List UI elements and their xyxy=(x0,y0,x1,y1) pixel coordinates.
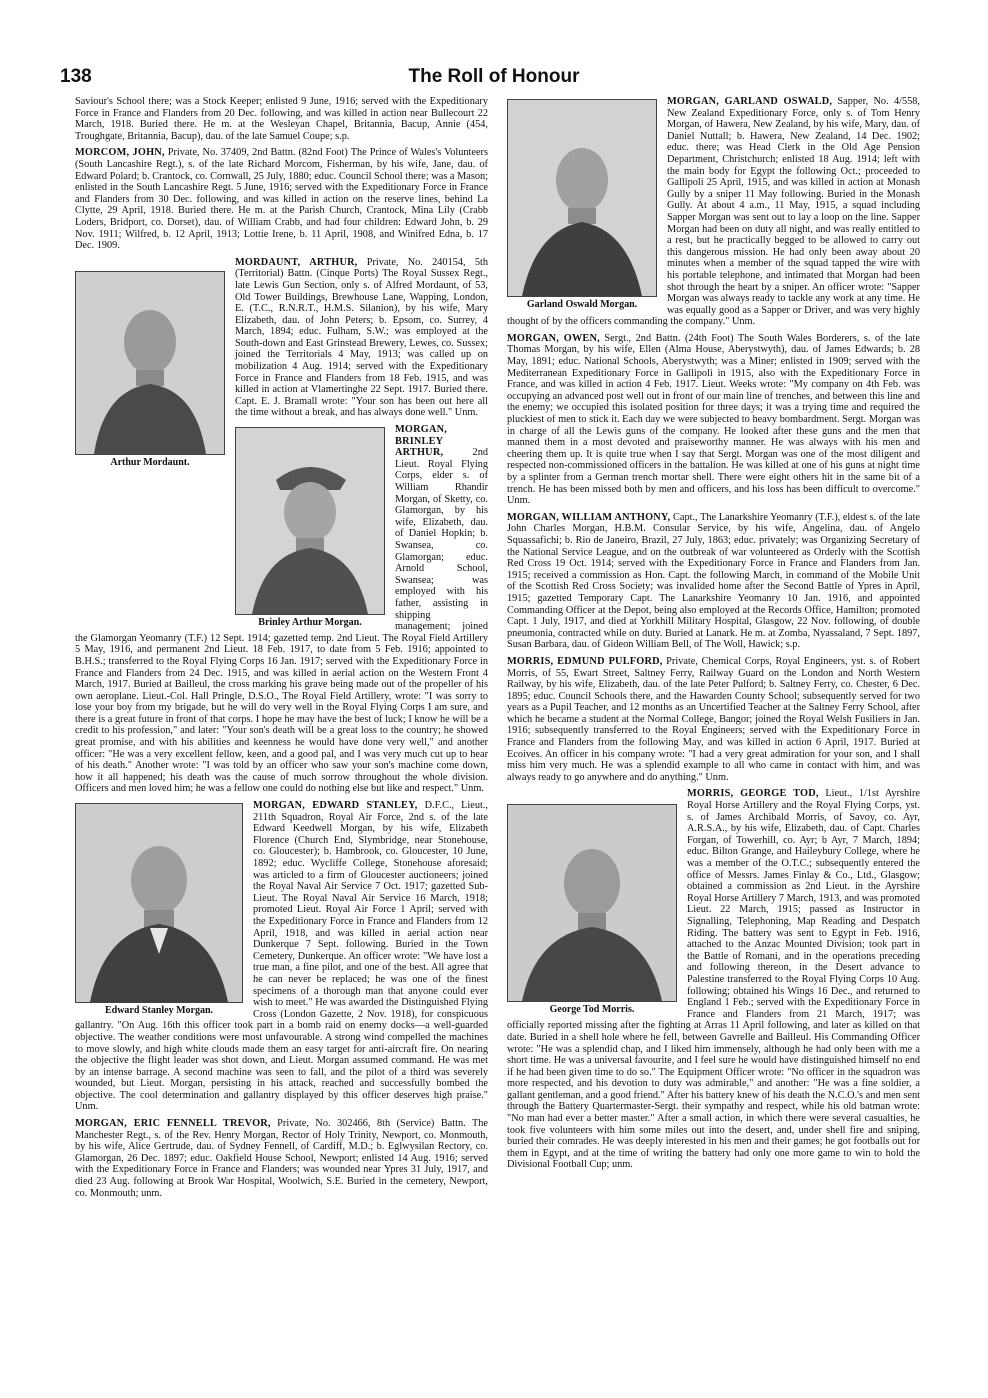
entry-name: MORGAN, OWEN, xyxy=(507,332,600,344)
portrait-caption: Edward Stanley Morgan. xyxy=(104,1005,214,1017)
entry-name: MORCOM, JOHN, xyxy=(75,147,165,159)
portrait-figure xyxy=(507,804,677,1016)
entry-name: MORGAN, WILLIAM ANTHONY, xyxy=(507,511,671,523)
portrait-photo xyxy=(75,803,243,1003)
entry-morgan-owen xyxy=(507,333,920,507)
entry-morgan-william-anthony xyxy=(507,512,920,651)
entry-text: Private, Chemical Corps, Royal Engineers, yst. s. of Robert Morris, of 55, Ewart Street, Saltney Ferry, Railway Guard on the London and North Western Railway, by his wife, Elizabeth, dau. of the late Peter Pulford; b. Saltney Ferry, co. Chester, 6 Dec. 1895; educ. Council Schools there, and the Hawarden County School; subsequently served for two years as a Pupil Teacher, and 12 months as an Uncertified Teacher at the Saltney Ferry School, after which he became a student at the Normal College, Bangor; joined the Royal Welsh Fusiliers in Jan. 1916; subsequently transferred to the Royal Engineers; served with the Expeditionary Force in France and Flanders from the following May, and was killed in action 6 April, 1917. Buried at Ecoives. An officer in his company wrote: "I had a very great admiration for your son, and I shall miss him very much. He was a splendid example to all who came in contact with him, and was always ready to go anywhere and do anything." Unm. xyxy=(507,655,920,783)
entry-text: Capt., The Lanarkshire Yeomanry (T.F.), eldest s. of the late John Charles Morgan, H.B.M. Consular Service, by his wife, Angelina, dau. of Angelo Squassafichi; b. Rio de Janeiro, Brazil, 27 July, 1863; educ. privately; was Organizing Secretary of the National Service League, and on the outbreak of war volunteered as Orderly with the Scottish Red Cross 19 Oct. 1914; served with the Expeditionary Force in France and Flanders from Jan. 1915; received a commission as Hon. Capt. the following March, in command of the Mobile Unit of the Scottish Red Cross Society; was invalided home after the Second Battle of Ypres in April, 1915; gazetted Temporary Capt. The Lanarkshire Yeomanry 10 Jan. 1916, and appointed Commanding Officer at the Depot, being also employed at the Records Office, Hamilton; promoted Capt. 1 July, 1917, and died at Yorkhill Military Hospital, Glasgow, 22 Nov. following, of double pneumonia, contracted while on duty. Buried at Lanark. He m. at Zomba, Nyassaland, 7 Sept. 1897, Susan Barbara, dau. of Gideon William Bell, of The Woll, Hawick; s.p. xyxy=(507,511,920,651)
entry-name: MORRIS, GEORGE TOD, xyxy=(687,788,819,800)
portrait-caption: George Tod Morris. xyxy=(549,1004,635,1016)
entry-name: MORRIS, EDMUND PULFORD, xyxy=(507,655,663,667)
portrait-caption: Garland Oswald Morgan. xyxy=(526,299,638,310)
portrait-image xyxy=(508,100,656,296)
portrait-figure xyxy=(75,803,243,1017)
entry-name: MORDAUNT, ARTHUR, xyxy=(235,256,358,268)
entry-text: Private, No. 37409, 2nd Battn. (82nd Foot) The Prince of Wales's Volunteers (South Lancashire Regt.), s. of the late Richard Morcom, Fisherman, by his wife, Jane, dau. of Edward Polard; b. Crantock, co. Cornwall, 25 July, 1880; educ. Council School there; was a Mason; enlisted in the South Lancashire Regt. 5 June, 1916; served with the Expeditionary Force in France and Flanders from 30 Dec. following, and was killed in action on the reserve lines, behind La Clytte, 29 April, 1918. Buried there. He m. at the Parish Church, Crantock, Mina Lily (Crabb Loders, Bridport, co. Dorset), dau. of William Crabb, and had four children: Edward John, b. 29 Nov. 1911; Wilfred, b. 12 April, 1913; Lottie Irene, b. 11 April, 1908, and Winifred Edna, b. 17 Dec. 1909. xyxy=(75,147,488,252)
entry-text: Saviour's School there; was a Stock Keeper; enlisted 9 June, 1916; served with the Expeditionary Force in France and Flanders from 20 Dec. following, and was killed in action near Bullecourt 22 March, 1918. Buried there. He m. at the Wesleyan Chapel, Britannia, Bacup, Annie (454, Troughgate, Britannia, Bacup), dau. of the late Samuel Coupe; s.p. xyxy=(75,96,488,142)
portrait-image xyxy=(236,428,384,614)
right-column xyxy=(507,96,920,1176)
portrait-photo xyxy=(75,271,225,455)
portrait-image xyxy=(76,272,224,454)
portrait-photo xyxy=(507,99,657,297)
portrait-figure xyxy=(75,271,225,469)
entry-text: Sergt., 2nd Battn. (24th Foot) The South Wales Borderers, s. of the late Thomas Morgan, by his wife, Ellen (Alma House, Aberystwyth), dau. of James Edwards; b. 28 May, 1891; educ. National Schools, Aberystwyth; was a Miner; enlisted in 1909; served with the Mediterranean Expeditionary Force in Gallipoli in 1915, also with the Expeditionary Force in France, and was killed in action 4 Feb. 1917. Lieut. Weeks wrote: "My company on 4th Feb. was occupying an advanced post well out in front of our main line of trenches, and between this line and the enemy; we occupied this isolated position for three days; it was a trying time and required the pluckiest of men to stick it. Each day we were subjected to heavy bombardment. Sergt. Morgan was in charge of all the Lewis guns of the company. He looked after these guns and the men that manned them in a most devoted and praiseworthy manner. He was always with his men and cheering them up. It is quite true when I say that Sergt. Morgan was one of the most diligent and respected non-commissioned officers in the battalion. He was killed at one of his guns at night time by a splinter from a German trench mortar shell. There were eight others hit in the same bit of a trench. He has been missed both by men and officers, and his loss has been difficult to overcome." Unm. xyxy=(507,332,920,507)
portrait-figure xyxy=(507,99,657,311)
entry-morgan-brinley-arthur xyxy=(75,424,488,795)
page-number: 138 xyxy=(60,66,92,87)
entry-morcom-john xyxy=(75,147,488,251)
entry-morgan-eric-fennell-trevor xyxy=(75,1118,488,1199)
entry-name: MORGAN, GARLAND OSWALD, xyxy=(667,96,833,107)
entry-text: Lieut., 1/1st Ayrshire Royal Horse Artillery and the Royal Flying Corps, yst. s. of James Archibald Morris, of Savoy, co. Ayr, A.R.S.A., by his wife, Elizabeth, dau. of Capt. Charles Forgan, of Towerhill, co. Ayr; b Ayr, 7 March, 1894; educ. Bilton Grange, and Haileybury College, where he was a member of the O.T.C.; subsequently entered the office of Messrs. James Finlay & Co., Ltd., Glasgow; obtained a commission as 2nd Lieut. in the Ayrshire Royal Horse Artillery 7 March, 1913, and was promoted Lieut. 22 March, 1915; passed as Instructor in Signalling, Telephoning, Map Reading and Despatch Riding. The battery was sent to Egypt in Feb. 1916, attached to the Anzac Mounted Division; took part in the Battle of Romani, and in the operations preceding and following thereon, in the Desert advance to Palestine transferred to the Royal Flying Corps 10 Aug. following; obtained his Wings 16 Dec., and returned to England 1 Feb.; served with the Expeditionary Force in France and Flanders from 21 March, 1917; was officially reported missing after the fighting at Arras 11 April following, and later as killed on that date. Buried in a shell hole where he fell, between Gavrelle and Bailleul. His Commanding Officer wrote: "He was a splendid chap, and I liked him immensely, although he had only been with me a short time. He was a universal favourite, and I feel sure he would have distinguished himself no end if he had been given time to do so." The Equipment Officer wrote: "No officer in the squadron was more respected, and his devotion to duty was admirable," and another: "He was a fine soldier, a gallant gentleman, and a good friend." After his battery knew of his death the N.C.O.'s and men sent through the Battery Quartermaster-Sergt. their sympathy and respect, while his old batman wrote: "No man had ever a better master." After a small action, in which there were several casualties, he took five volunteers with him some miles out into the desert, and, under shell fire and sniping, buried their comrades. He was deeply interested in his men and their games; he got footballs out for them in Egypt, and at the time of writing the battery had only one more game to win to hold the Divisional Football Cup; unm. xyxy=(507,788,920,1171)
entry-text: Private, No. 302466, 8th (Service) Battn. The Manchester Regt., s. of the Rev. Henry Morgan, Rector of Holy Trinity, Newport, co. Monmouth, by his wife, Alice Gertrude, dau. of Sydney Fennell, of Cardiff, M.D.; b. Eglwysilan Rectory, co. Glamorgan, 26 Dec. 1897; educ. Oakfield House School, Newport; enlisted 14 Aug. 1916; served with the Expeditionary Force in France and Flanders; was wounded near Ypres 31 July, 1917, and died 23 Aug. following at Brook War Hospital, Woolwich, S.E. Buried in the cemetery, Newport, co. Monmouth; unm. xyxy=(75,1118,488,1199)
entry-morgan-garland-oswald xyxy=(507,96,920,328)
entry-text: D.F.C., Lieut., 211th Squadron, Royal Air Force, 2nd s. of the late Edward Keedwell Morgan, by his wife, Elizabeth Florence (Church End, Slymbridge, near Stonehouse, co. Gloucester); b. Hambrook, co. Gloucester, 10 June, 1892; educ. Wycliffe College, Stonehouse aforesaid; was articled to a firm of Gloucester auctioneers; joined the Royal Naval Air Service 7 Oct. 1917; gazetted Sub-Lieut. The Royal Naval Air Service 16 March, 1918; promoted Lieut. Royal Air Force 1 April; served with the Expeditionary Force in France and Flanders from 12 April, 1918, and was killed in aerial action near Dunkerque 7 Sept. following. Buried in the Town Cemetery, Dunkerque. An officer wrote: "We have lost a true man, a fine pilot, and one of the best. All agree that he can never be replaced; he was one of the finest specimens of a thorough man that anyone could ever wish to meet." He was awarded the Distinguished Flying Cross (London Gazette, 2 Nov. 1918), for conspicuous gallantry. "On Aug. 16th this officer took part in a bomb raid on enemy docks—a well-guarded objective. The weather conditions were most unfavourable. A strong wind compelled the machines to move slowly, and high white clouds made them an easy target for anti-aircraft fire. On nearing the objective the flight leader was shot down, and Lieut. Morgan assumed command. He was met by an intense barrage. A second machine was seen to fall, and the pilot of a third was severely wounded, but Lieut. Morgan, persisting in his attack, reached and successfully bombed the objective. The cool determination and gallantry displayed by this officer deserves high praise." Unm. xyxy=(75,800,489,1113)
portrait-photo xyxy=(235,427,385,615)
running-title: The Roll of Honour xyxy=(408,66,580,87)
left-column xyxy=(75,96,488,1204)
entry-text: Sapper, No. 4/558, New Zealand Expeditionary Force, only s. of Tom Henry Morgan, of Hawera, New Zealand, by his wife, Mary, dau. of Daniel Nuttall; b. Hawera, New Zealand, 14 Dec. 1902; educ. there; was Head Clerk in the Old Age Pension Department, Christchurch; enlisted 18 Aug. 1914; left with the main body for Egypt the following Oct.; proceeded to Gallipoli 25 April, 1915, and was killed in action at Monash Gully by a sniper 11 May following. Buried in the Monash Gully. At about 4 a.m., 11 May, 1915, a squad including Sapper Morgan was sent out to lay a loop on the line. Sapper Morgan had been on duty all night, and was really entitled to a rest, but he practically begged to be allowed to carry out this dangerous mission. He had only been away about 20 minutes when a member of the squad tapped the wire with his portable telephone, and intimated that Morgan had been shot through the heart by a sniper. An officer wrote: "Sapper Morgan was always ready to tackle any work at any time. He was equally good as a Sapper or Driver, and was very highly thought of by the officers commanding the company." Unm. xyxy=(507,96,920,328)
entry-name: MORGAN, BRINLEY ARTHUR, xyxy=(395,424,448,459)
entry-continuation xyxy=(75,96,488,142)
portrait-image xyxy=(76,804,242,1002)
portrait-figure xyxy=(235,427,385,629)
entry-morris-edmund-pulford xyxy=(507,656,920,784)
entry-morgan-edward-stanley xyxy=(75,800,488,1113)
entry-text: 2nd Lieut. Royal Flying Corps, elder s. of William Rhandir Morgan, of Sketty, co. Glamorgan, by his wife, Elizabeth, dau. of Daniel Hopkin; b. Swansea, co. Glamorgan; educ. Arnold School, Swansea; was employed with his father, assisting in shipping management; joined the Glamorgan Yeomanry (T.F.) 12 Sept. 1914; gazetted temp. 2nd Lieut. The Royal Field Artillery 5 May, 1916, and permanent 2nd Lieut. 18 Feb. 1917, to date from 5 Feb. 1916; appointed to B.H.S.; transferred to the Royal Flying Corps 16 Jan. 1917; served with the Expeditionary Force in France and Flanders from 24 Dec. 1915, and was killed in aerial action on the Western Front 4 March, 1917. Buried at Bailleul, the cross marking his grave being made out of the propeller of his own aeroplane. Lieut.-Col. Hall Pringle, D.S.O., The Royal Field Artillery, wrote: "I was sorry to lose your boy from my brigade, but he will do very well in the Royal Flying Corps I am sure, and there is a great future in front of that corps. I hope he may have the best of luck; I know he will be a credit to his profession," and later: "Your son's death will be a great loss to the country; he showed great promise, and with his abilities and keenness he would have done very well," and another officer: "He was a very excellent fellow, keen, and a good pal, and I was very much cut up to hear of his death." Another wrote: "I was told by an officer who saw your son's machine come down, how it all happened; his death was the cause of much sorrow throughout the whole division. Officers and men loved him; he was a fellow one could do nothing else but like and respect." Unm. xyxy=(75,447,488,795)
portrait-photo xyxy=(507,804,677,1002)
entry-name: MORGAN, EDWARD STANLEY, xyxy=(253,800,418,812)
entry-name: MORGAN, ERIC FENNELL TREVOR, xyxy=(75,1118,271,1130)
entry-morris-george-tod xyxy=(507,788,920,1171)
portrait-image xyxy=(508,805,676,1001)
entry-text: Private, No. 240154, 5th (Territorial) Battn. (Cinque Ports) The Royal Sussex Regt., late Lewis Gun Section, only s. of Alfred Mordaunt, of 53, Old Tower Buildings, Brewhouse Lane, Wapping, London, E. (T.C., R.N.R.T., H.M.S. Silanion), by his wife, Mary Elizabeth, dau. of John Peters; b. Epsom, co. Surrey, 4 March, 1894; educ. Fulham, S.W.; was employed at the South-down and East Grinstead Brewery, Lewes, co. Sussex; joined the Territorials 4 May, 1913; was called up on mobilization 4 Aug. 1914; served with the Expeditionary Force in France and Flanders from 18 Feb. 1915, and was killed in action at Vlamertinghe 22 Sept. 1917. Buried there. Capt. E. J. Bramall wrote: "Your son has been out here all the time without a break, and has always done well." Unm. xyxy=(235,256,488,419)
portrait-caption: Arthur Mordaunt. xyxy=(110,456,190,468)
portrait-caption: Brinley Arthur Morgan. xyxy=(258,617,362,629)
